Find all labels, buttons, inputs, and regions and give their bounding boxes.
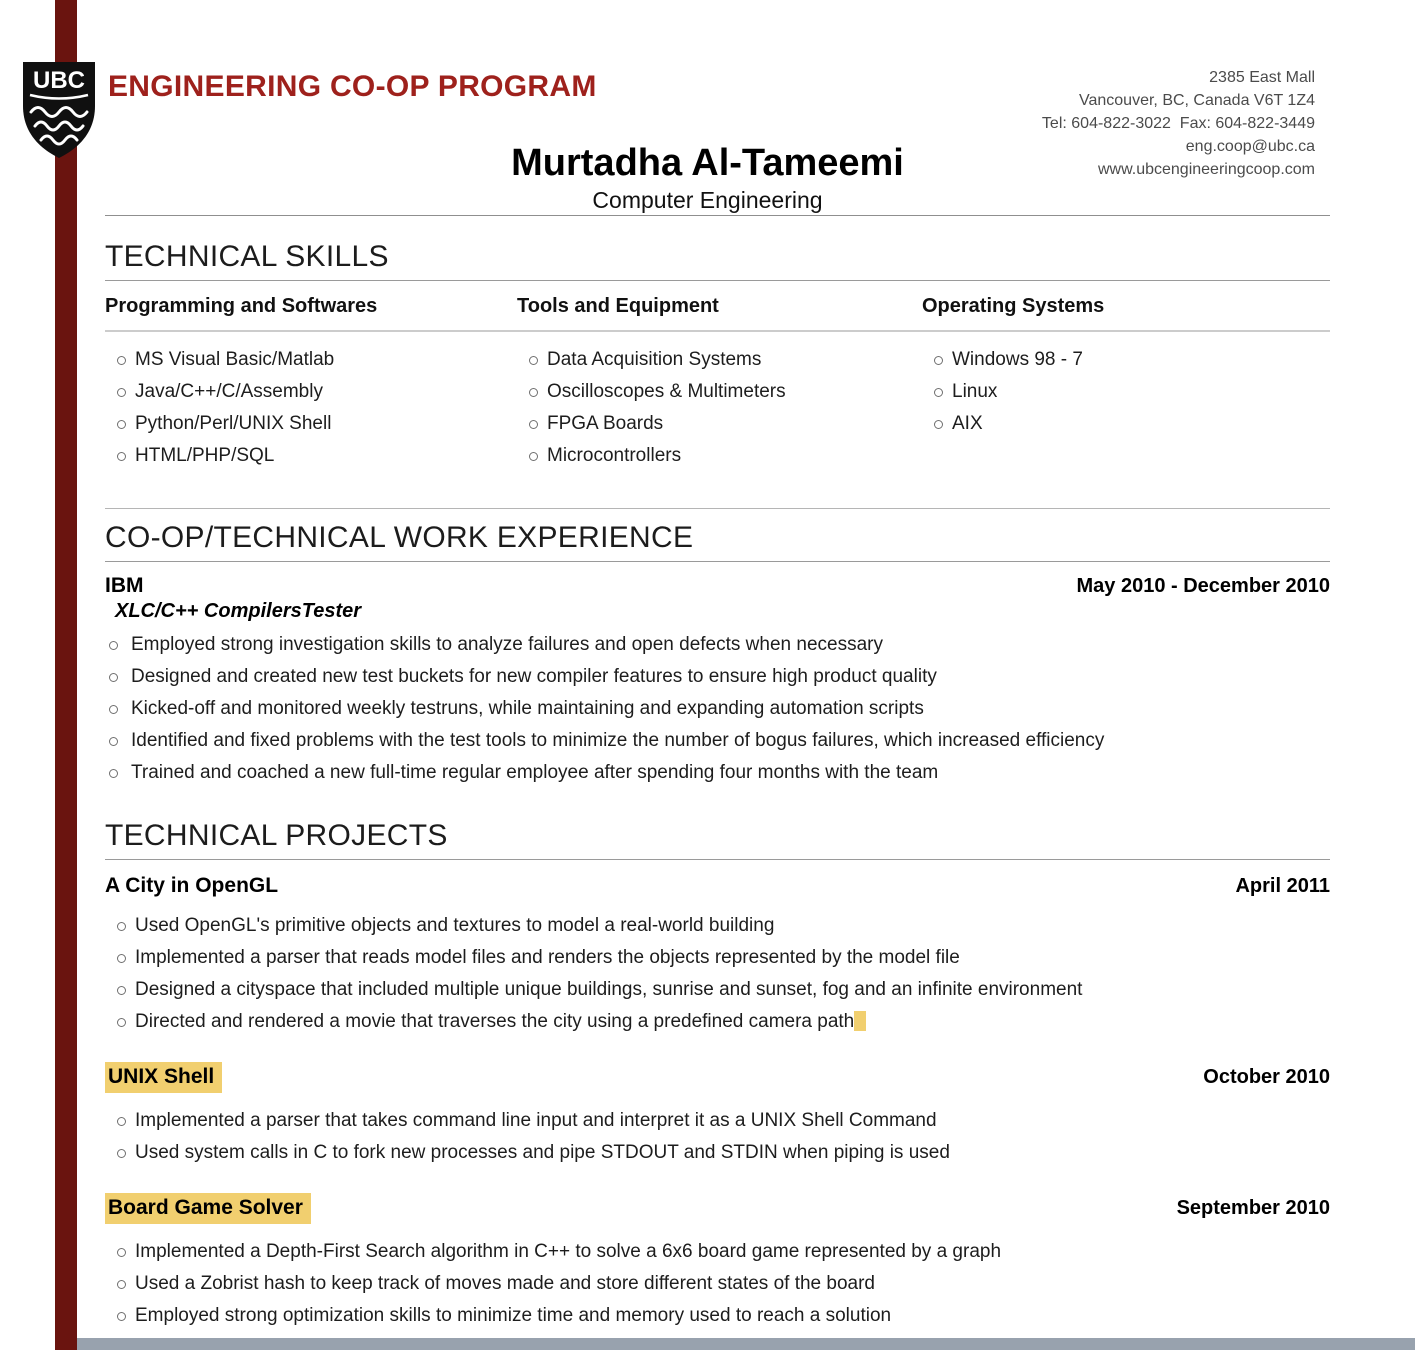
skills-list-os: [922, 344, 1330, 472]
bullet-item: Implemented a parser that reads model files and renders the objects represented by the model file: [105, 942, 1330, 974]
entry-dates: September 2010: [1176, 1197, 1330, 1219]
bullet-item: Employed strong investigation skills to analyze failures and open defects when necessary: [105, 629, 1330, 661]
skill-item: Microcontrollers: [517, 440, 922, 472]
project-entry-board-game-solver: [105, 1193, 1330, 1332]
name-block: [0, 142, 1415, 214]
skills-column-header-tools: Tools and Equipment: [517, 295, 719, 317]
section-title-technical-skills: TECHNICAL SKILLS: [105, 240, 1330, 281]
bullet-item: [105, 1006, 1330, 1038]
bullet-item: Identified and fixed problems with the test tools to minimize the number of bogus failures, which increased efficiency: [105, 725, 1330, 757]
bullet-item: Used system calls in C to fork new processes and pipe STDOUT and STDIN when piping is used: [105, 1137, 1330, 1169]
contact-website: www.ubcengineeringcoop.com: [1097, 161, 1315, 178]
bullet-item: Employed strong optimization skills to minimize time and memory used to reach a solution: [105, 1300, 1330, 1332]
project-bullet-list: [105, 1105, 1330, 1169]
job-title: XLC/C++ CompilersTester: [115, 600, 362, 622]
skill-item: Data Acquisition Systems: [517, 344, 922, 376]
skill-item: Python/Perl/UNIX Shell: [105, 408, 517, 440]
project-entry-unix-shell: [105, 1062, 1330, 1169]
resume-name: Murtadha Al-Tameemi: [511, 142, 904, 184]
contact-email: eng.coop@ubc.ca: [1185, 138, 1315, 155]
company-name: IBM: [105, 574, 144, 597]
skills-column-header-programming: Programming and Softwares: [105, 295, 378, 317]
project-entry-city-opengl: [105, 874, 1330, 1038]
entry-dates: May 2010 - December 2010: [1076, 575, 1330, 597]
contact-phone-fax: Tel: 604-822-3022 Fax: 604-822-3449: [1041, 115, 1315, 132]
skills-lists: [105, 332, 1330, 472]
skill-item: Linux: [922, 376, 1330, 408]
resume-discipline: Computer Engineering: [592, 187, 823, 213]
project-bullet-list: [105, 1236, 1330, 1332]
ubc-logo-text: UBC: [33, 67, 85, 94]
skills-column-headers: [105, 295, 1330, 332]
bottom-accent-bar: [77, 1338, 1415, 1350]
bullet-item: Used a Zobrist hash to keep track of moves made and store different states of the board: [105, 1268, 1330, 1300]
bullet-item: Implemented a Depth-First Search algorithm in C++ to solve a 6x6 board game represented by a graph: [105, 1236, 1330, 1268]
project-bullet-list: [105, 910, 1330, 1038]
bullet-item: Designed a cityspace that included multiple unique buildings, sunrise and sunset, fog and an infinite environment: [105, 974, 1330, 1006]
project-name-highlighted: UNIX Shell: [105, 1062, 222, 1093]
skill-item: FPGA Boards: [517, 408, 922, 440]
skill-item: Windows 98 - 7: [922, 344, 1330, 376]
skill-item: AIX: [922, 408, 1330, 440]
highlight-mark: [854, 1011, 866, 1031]
bullet-text: Directed and rendered a movie that traverses the city using a predefined camera path: [135, 1011, 855, 1032]
skill-item: Java/C++/C/Assembly: [105, 376, 517, 408]
bullet-item: Trained and coached a new full-time regular employee after spending four months with the team: [105, 757, 1330, 789]
experience-bullet-list: [105, 629, 1330, 789]
bullet-item: Implemented a parser that takes command line input and interpret it as a UNIX Shell Command: [105, 1105, 1330, 1137]
experience-entry-ibm: [105, 574, 1330, 789]
bullet-item: Kicked-off and monitored weekly testruns, while maintaining and expanding automation scripts: [105, 693, 1330, 725]
skills-list-programming: [105, 344, 517, 472]
skills-column-header-os: Operating Systems: [922, 295, 1105, 317]
skill-item: HTML/PHP/SQL: [105, 440, 517, 472]
project-entry-header: [105, 1062, 1330, 1093]
project-entry-header: [105, 1193, 1330, 1224]
section-title-work-experience: CO-OP/TECHNICAL WORK EXPERIENCE: [105, 521, 1330, 562]
resume-body: [105, 216, 1330, 1332]
section-divider: [105, 508, 1330, 509]
program-title: ENGINEERING CO-OP PROGRAM: [108, 70, 597, 103]
section-title-technical-projects: TECHNICAL PROJECTS: [105, 819, 1330, 860]
project-name: A City in OpenGL: [105, 874, 279, 897]
contact-address-line-1: 2385 East Mall: [1209, 69, 1315, 86]
skill-item: MS Visual Basic/Matlab: [105, 344, 517, 376]
project-entry-header: [105, 874, 1330, 898]
contact-address-line-2: Vancouver, BC, Canada V6T 1Z4: [1079, 92, 1315, 109]
bullet-item: Designed and created new test buckets for new compiler features to ensure high product quality: [105, 661, 1330, 693]
bullet-item: Used OpenGL's primitive objects and textures to model a real-world building: [105, 910, 1330, 942]
skill-item: Oscilloscopes & Multimeters: [517, 376, 922, 408]
skills-list-tools: [517, 344, 922, 472]
experience-entry-header: [105, 574, 1330, 598]
entry-dates: October 2010: [1203, 1066, 1330, 1088]
entry-dates: April 2011: [1235, 875, 1330, 897]
project-name-highlighted: Board Game Solver: [105, 1193, 311, 1224]
